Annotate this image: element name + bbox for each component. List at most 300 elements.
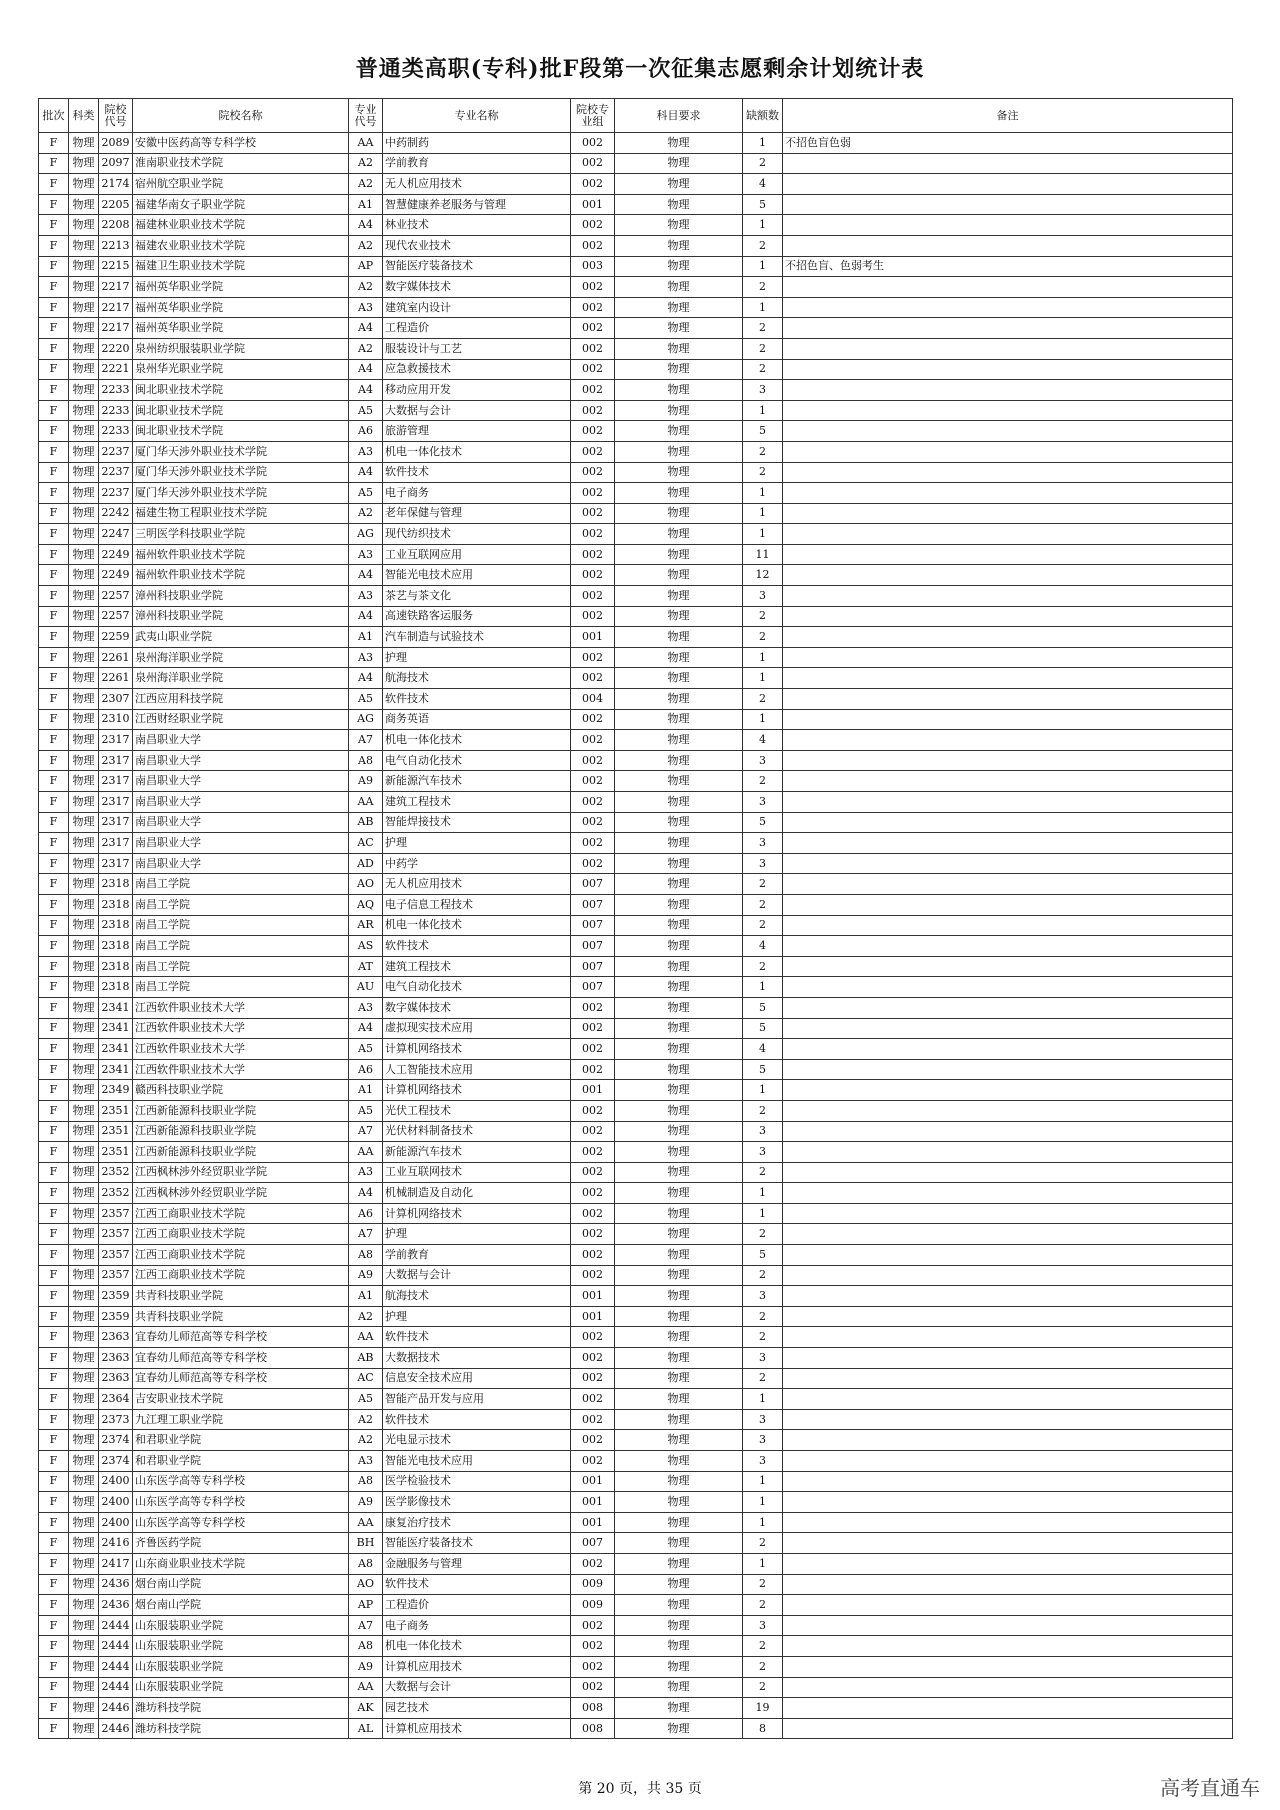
batch-cell: F — [39, 1718, 69, 1739]
school-code-cell: 2097 — [99, 153, 133, 174]
batch-cell: F — [39, 153, 69, 174]
batch-cell: F — [39, 1636, 69, 1657]
requirement-cell: 物理 — [615, 1306, 743, 1327]
group-cell: 008 — [571, 1718, 615, 1739]
requirement-cell: 物理 — [615, 1162, 743, 1183]
batch-cell: F — [39, 1224, 69, 1245]
group-cell: 002 — [571, 1100, 615, 1121]
major-name-cell: 汽车制造与试验技术 — [383, 627, 571, 648]
vacancy-cell: 2 — [743, 1636, 783, 1657]
school-code-cell: 2205 — [99, 194, 133, 215]
batch-cell: F — [39, 874, 69, 895]
major-code-cell: A4 — [349, 565, 383, 586]
remark-cell — [783, 1080, 1233, 1101]
vacancy-cell: 5 — [743, 194, 783, 215]
remark-cell — [783, 1183, 1233, 1204]
table-row — [39, 750, 1233, 771]
table-row — [39, 1327, 1233, 1348]
school-code-cell: 2351 — [99, 1142, 133, 1163]
remark-cell — [783, 1698, 1233, 1719]
requirement-cell: 物理 — [615, 565, 743, 586]
batch-cell: F — [39, 1533, 69, 1554]
school-code-cell: 2341 — [99, 997, 133, 1018]
table-row — [39, 771, 1233, 792]
school-code-cell: 2436 — [99, 1574, 133, 1595]
group-cell: 002 — [571, 1615, 615, 1636]
remark-cell — [783, 1615, 1233, 1636]
batch-cell: F — [39, 194, 69, 215]
requirement-cell: 物理 — [615, 956, 743, 977]
school-name-cell: 江西应用科技学院 — [133, 689, 349, 710]
school-code-cell: 2444 — [99, 1636, 133, 1657]
vacancy-cell: 5 — [743, 1018, 783, 1039]
school-code-cell: 2400 — [99, 1471, 133, 1492]
school-code-cell: 2317 — [99, 730, 133, 751]
requirement-cell: 物理 — [615, 606, 743, 627]
table-row — [39, 1162, 1233, 1183]
requirement-cell: 物理 — [615, 1574, 743, 1595]
remark-cell — [783, 1039, 1233, 1060]
major-name-cell: 软件技术 — [383, 462, 571, 483]
school-name-cell: 南昌工学院 — [133, 894, 349, 915]
school-code-cell: 2174 — [99, 174, 133, 195]
major-name-cell: 康复治疗技术 — [383, 1512, 571, 1533]
subject-cell: 物理 — [69, 1183, 99, 1204]
school-code-cell: 2400 — [99, 1492, 133, 1513]
remark-cell: 不招色盲色弱 — [783, 133, 1233, 154]
school-name-cell: 烟台南山学院 — [133, 1595, 349, 1616]
group-cell: 002 — [571, 235, 615, 256]
school-code-cell: 2318 — [99, 977, 133, 998]
batch-cell: F — [39, 792, 69, 813]
subject-cell: 物理 — [69, 1636, 99, 1657]
major-name-cell: 大数据与会计 — [383, 1265, 571, 1286]
school-code-cell: 2217 — [99, 318, 133, 339]
table-row — [39, 1059, 1233, 1080]
group-cell: 002 — [571, 441, 615, 462]
table-row — [39, 606, 1233, 627]
school-name-cell: 南昌工学院 — [133, 936, 349, 957]
requirement-cell: 物理 — [615, 894, 743, 915]
major-name-cell: 计算机应用技术 — [383, 1656, 571, 1677]
batch-cell: F — [39, 359, 69, 380]
batch-cell: F — [39, 730, 69, 751]
school-name-cell: 共青科技职业学院 — [133, 1306, 349, 1327]
remark-cell — [783, 1368, 1233, 1389]
remark-cell — [783, 1286, 1233, 1307]
remark-cell — [783, 853, 1233, 874]
requirement-cell: 物理 — [615, 812, 743, 833]
table-row — [39, 853, 1233, 874]
major-name-cell: 茶艺与茶文化 — [383, 586, 571, 607]
table-row — [39, 1265, 1233, 1286]
major-code-cell: A3 — [349, 441, 383, 462]
requirement-cell: 物理 — [615, 153, 743, 174]
school-name-cell: 和君职业学院 — [133, 1430, 349, 1451]
major-name-cell: 光伏材料制备技术 — [383, 1121, 571, 1142]
subject-cell: 物理 — [69, 215, 99, 236]
table-row — [39, 153, 1233, 174]
remark-cell — [783, 833, 1233, 854]
major-code-cell: AQ — [349, 894, 383, 915]
remark-cell — [783, 936, 1233, 957]
table-row — [39, 441, 1233, 462]
major-code-cell: A1 — [349, 627, 383, 648]
school-code-cell: 2220 — [99, 338, 133, 359]
school-code-cell: 2359 — [99, 1286, 133, 1307]
vacancy-cell: 3 — [743, 1430, 783, 1451]
remark-cell — [783, 1718, 1233, 1739]
subject-cell: 物理 — [69, 1451, 99, 1472]
batch-cell: F — [39, 1121, 69, 1142]
remark-cell — [783, 400, 1233, 421]
requirement-cell: 物理 — [615, 277, 743, 298]
group-cell: 002 — [571, 421, 615, 442]
requirement-cell: 物理 — [615, 1718, 743, 1739]
school-name-cell: 厦门华天涉外职业技术学院 — [133, 462, 349, 483]
batch-cell: F — [39, 400, 69, 421]
requirement-cell: 物理 — [615, 483, 743, 504]
school-code-cell: 2318 — [99, 894, 133, 915]
requirement-cell: 物理 — [615, 874, 743, 895]
requirement-cell: 物理 — [615, 297, 743, 318]
major-code-cell: A3 — [349, 297, 383, 318]
subject-cell: 物理 — [69, 524, 99, 545]
group-cell: 002 — [571, 1553, 615, 1574]
remark-cell — [783, 1162, 1233, 1183]
subject-cell: 物理 — [69, 318, 99, 339]
major-code-cell: A4 — [349, 215, 383, 236]
requirement-cell: 物理 — [615, 750, 743, 771]
school-name-cell: 宜春幼儿师范高等专科学校 — [133, 1348, 349, 1369]
group-cell: 002 — [571, 565, 615, 586]
group-cell: 002 — [571, 1039, 615, 1060]
major-name-cell: 金融服务与管理 — [383, 1553, 571, 1574]
requirement-cell: 物理 — [615, 1100, 743, 1121]
remark-cell — [783, 1656, 1233, 1677]
major-code-cell: A2 — [349, 503, 383, 524]
group-cell: 002 — [571, 133, 615, 154]
subject-cell: 物理 — [69, 1348, 99, 1369]
school-code-cell: 2363 — [99, 1368, 133, 1389]
batch-cell: F — [39, 133, 69, 154]
vacancy-cell: 1 — [743, 1471, 783, 1492]
requirement-cell: 物理 — [615, 1039, 743, 1060]
table-row — [39, 709, 1233, 730]
group-cell: 002 — [571, 380, 615, 401]
school-code-cell: 2352 — [99, 1162, 133, 1183]
requirement-cell: 物理 — [615, 1183, 743, 1204]
major-code-cell: AO — [349, 1574, 383, 1595]
remark-cell — [783, 689, 1233, 710]
requirement-cell: 物理 — [615, 647, 743, 668]
table-row — [39, 1389, 1233, 1410]
school-name-cell: 江西财经职业学院 — [133, 709, 349, 730]
school-name-cell: 福建农业职业技术学院 — [133, 235, 349, 256]
requirement-cell: 物理 — [615, 441, 743, 462]
table-row — [39, 1698, 1233, 1719]
major-name-cell: 护理 — [383, 833, 571, 854]
school-code-cell: 2444 — [99, 1656, 133, 1677]
table-row — [39, 380, 1233, 401]
school-name-cell: 宜春幼儿师范高等专科学校 — [133, 1368, 349, 1389]
header-cell: 院校代号 — [99, 99, 133, 133]
remark-cell — [783, 771, 1233, 792]
major-name-cell: 新能源汽车技术 — [383, 771, 571, 792]
vacancy-cell: 5 — [743, 421, 783, 442]
table-row — [39, 668, 1233, 689]
major-code-cell: A4 — [349, 606, 383, 627]
school-name-cell: 共青科技职业学院 — [133, 1286, 349, 1307]
major-code-cell: AS — [349, 936, 383, 957]
table-row — [39, 1615, 1233, 1636]
vacancy-cell: 1 — [743, 1389, 783, 1410]
subject-cell: 物理 — [69, 277, 99, 298]
school-name-cell: 南昌职业大学 — [133, 792, 349, 813]
requirement-cell: 物理 — [615, 1203, 743, 1224]
group-cell: 002 — [571, 1389, 615, 1410]
school-name-cell: 宿州航空职业学院 — [133, 174, 349, 195]
remark-cell — [783, 1512, 1233, 1533]
group-cell: 002 — [571, 812, 615, 833]
remark-cell — [783, 462, 1233, 483]
major-name-cell: 机电一体化技术 — [383, 730, 571, 751]
major-code-cell: AC — [349, 833, 383, 854]
group-cell: 001 — [571, 1080, 615, 1101]
major-name-cell: 智慧健康养老服务与管理 — [383, 194, 571, 215]
batch-cell: F — [39, 1595, 69, 1616]
remark-cell — [783, 1348, 1233, 1369]
school-name-cell: 淮南职业技术学院 — [133, 153, 349, 174]
requirement-cell: 物理 — [615, 174, 743, 195]
group-cell: 002 — [571, 1430, 615, 1451]
table-row — [39, 235, 1233, 256]
watermark: 高考直通车 — [1160, 1776, 1260, 1800]
school-name-cell: 江西软件职业技术大学 — [133, 1018, 349, 1039]
school-name-cell: 福建卫生职业技术学院 — [133, 256, 349, 277]
group-cell: 002 — [571, 338, 615, 359]
major-code-cell: A9 — [349, 1656, 383, 1677]
remark-cell — [783, 1245, 1233, 1266]
school-code-cell: 2446 — [99, 1718, 133, 1739]
batch-cell: F — [39, 936, 69, 957]
major-name-cell: 计算机网络技术 — [383, 1203, 571, 1224]
remark-cell — [783, 668, 1233, 689]
subject-cell: 物理 — [69, 235, 99, 256]
table-row — [39, 792, 1233, 813]
remark-cell — [783, 915, 1233, 936]
group-cell: 002 — [571, 997, 615, 1018]
group-cell: 002 — [571, 1203, 615, 1224]
school-code-cell: 2217 — [99, 277, 133, 298]
vacancy-cell: 11 — [743, 544, 783, 565]
remark-cell — [783, 1492, 1233, 1513]
major-name-cell: 现代纺织技术 — [383, 524, 571, 545]
subject-cell: 物理 — [69, 338, 99, 359]
vacancy-cell: 4 — [743, 936, 783, 957]
vacancy-cell: 2 — [743, 441, 783, 462]
remark-cell — [783, 627, 1233, 648]
table-row — [39, 1574, 1233, 1595]
major-name-cell: 学前教育 — [383, 153, 571, 174]
school-name-cell: 南昌职业大学 — [133, 750, 349, 771]
school-name-cell: 闽北职业技术学院 — [133, 400, 349, 421]
group-cell: 002 — [571, 462, 615, 483]
subject-cell: 物理 — [69, 1512, 99, 1533]
table-row — [39, 1039, 1233, 1060]
remark-cell — [783, 483, 1233, 504]
remark-cell — [783, 318, 1233, 339]
batch-cell: F — [39, 318, 69, 339]
major-name-cell: 智能产品开发与应用 — [383, 1389, 571, 1410]
subject-cell: 物理 — [69, 792, 99, 813]
vacancy-cell: 3 — [743, 1286, 783, 1307]
major-code-cell: A3 — [349, 1451, 383, 1472]
remark-cell — [783, 174, 1233, 195]
school-name-cell: 山东医学高等专科学校 — [133, 1471, 349, 1492]
subject-cell: 物理 — [69, 750, 99, 771]
requirement-cell: 物理 — [615, 689, 743, 710]
school-code-cell: 2417 — [99, 1553, 133, 1574]
vacancy-cell: 2 — [743, 1100, 783, 1121]
table-body — [39, 133, 1233, 1739]
school-code-cell: 2373 — [99, 1409, 133, 1430]
school-name-cell: 泉州纺织服装职业学院 — [133, 338, 349, 359]
school-code-cell: 2444 — [99, 1615, 133, 1636]
major-code-cell: A2 — [349, 338, 383, 359]
batch-cell: F — [39, 441, 69, 462]
vacancy-cell: 2 — [743, 1574, 783, 1595]
major-code-cell: A3 — [349, 997, 383, 1018]
major-code-cell: AD — [349, 853, 383, 874]
school-code-cell: 2374 — [99, 1451, 133, 1472]
remark-cell — [783, 1553, 1233, 1574]
school-name-cell: 福州软件职业技术学院 — [133, 544, 349, 565]
major-name-cell: 电气自动化技术 — [383, 977, 571, 998]
table-row — [39, 833, 1233, 854]
table-row — [39, 1595, 1233, 1616]
table-row — [39, 1677, 1233, 1698]
school-name-cell: 福建生物工程职业技术学院 — [133, 503, 349, 524]
table-row — [39, 1718, 1233, 1739]
vacancy-cell: 1 — [743, 1512, 783, 1533]
requirement-cell: 物理 — [615, 1224, 743, 1245]
batch-cell: F — [39, 627, 69, 648]
remark-cell — [783, 750, 1233, 771]
batch-cell: F — [39, 1286, 69, 1307]
table-row — [39, 421, 1233, 442]
group-cell: 002 — [571, 174, 615, 195]
school-code-cell: 2259 — [99, 627, 133, 648]
requirement-cell: 物理 — [615, 380, 743, 401]
school-name-cell: 漳州科技职业学院 — [133, 586, 349, 607]
subject-cell: 物理 — [69, 194, 99, 215]
vacancy-cell: 1 — [743, 400, 783, 421]
page-number: 第 20 页，共 35 页 — [578, 1781, 702, 1797]
major-name-cell: 工程造价 — [383, 1595, 571, 1616]
school-name-cell: 南昌职业大学 — [133, 833, 349, 854]
school-code-cell: 2208 — [99, 215, 133, 236]
school-code-cell: 2233 — [99, 380, 133, 401]
requirement-cell: 物理 — [615, 1636, 743, 1657]
group-cell: 001 — [571, 1471, 615, 1492]
school-code-cell: 2400 — [99, 1512, 133, 1533]
major-name-cell: 计算机网络技术 — [383, 1080, 571, 1101]
group-cell: 002 — [571, 792, 615, 813]
major-code-cell: A4 — [349, 318, 383, 339]
batch-cell: F — [39, 503, 69, 524]
subject-cell: 物理 — [69, 956, 99, 977]
requirement-cell: 物理 — [615, 544, 743, 565]
requirement-cell: 物理 — [615, 709, 743, 730]
table-row — [39, 627, 1233, 648]
vacancy-cell: 3 — [743, 1615, 783, 1636]
remark-cell — [783, 1451, 1233, 1472]
major-code-cell: A6 — [349, 421, 383, 442]
subject-cell: 物理 — [69, 380, 99, 401]
major-code-cell: A4 — [349, 359, 383, 380]
group-cell: 002 — [571, 1245, 615, 1266]
batch-cell: F — [39, 1574, 69, 1595]
group-cell: 002 — [571, 668, 615, 689]
major-code-cell: A4 — [349, 1018, 383, 1039]
table-row — [39, 1368, 1233, 1389]
table-row — [39, 894, 1233, 915]
vacancy-cell: 3 — [743, 853, 783, 874]
table-row — [39, 1656, 1233, 1677]
school-name-cell: 山东医学高等专科学校 — [133, 1492, 349, 1513]
table-row — [39, 1533, 1233, 1554]
vacancy-cell: 2 — [743, 1327, 783, 1348]
school-name-cell: 闽北职业技术学院 — [133, 421, 349, 442]
remark-cell — [783, 1533, 1233, 1554]
school-code-cell: 2364 — [99, 1389, 133, 1410]
requirement-cell: 物理 — [615, 400, 743, 421]
school-name-cell: 南昌职业大学 — [133, 853, 349, 874]
vacancy-cell: 2 — [743, 359, 783, 380]
school-name-cell: 南昌职业大学 — [133, 730, 349, 751]
batch-cell: F — [39, 297, 69, 318]
table-row — [39, 977, 1233, 998]
vacancy-cell: 2 — [743, 318, 783, 339]
major-name-cell: 护理 — [383, 647, 571, 668]
major-name-cell: 光电显示技术 — [383, 1430, 571, 1451]
school-code-cell: 2257 — [99, 586, 133, 607]
vacancy-cell: 2 — [743, 1265, 783, 1286]
vacancy-cell: 5 — [743, 1245, 783, 1266]
header-cell: 缺额数 — [743, 99, 783, 133]
group-cell: 002 — [571, 1368, 615, 1389]
major-code-cell: A2 — [349, 1409, 383, 1430]
subject-cell: 物理 — [69, 853, 99, 874]
school-code-cell: 2341 — [99, 1018, 133, 1039]
major-name-cell: 数字媒体技术 — [383, 277, 571, 298]
batch-cell: F — [39, 1306, 69, 1327]
table-row — [39, 1430, 1233, 1451]
vacancy-cell: 1 — [743, 503, 783, 524]
major-code-cell: AG — [349, 524, 383, 545]
school-name-cell: 武夷山职业学院 — [133, 627, 349, 648]
requirement-cell: 物理 — [615, 1142, 743, 1163]
group-cell: 008 — [571, 1698, 615, 1719]
school-code-cell: 2261 — [99, 668, 133, 689]
subject-cell: 物理 — [69, 1142, 99, 1163]
remark-cell — [783, 874, 1233, 895]
batch-cell: F — [39, 1059, 69, 1080]
group-cell: 002 — [571, 750, 615, 771]
requirement-cell: 物理 — [615, 586, 743, 607]
major-name-cell: 软件技术 — [383, 1327, 571, 1348]
